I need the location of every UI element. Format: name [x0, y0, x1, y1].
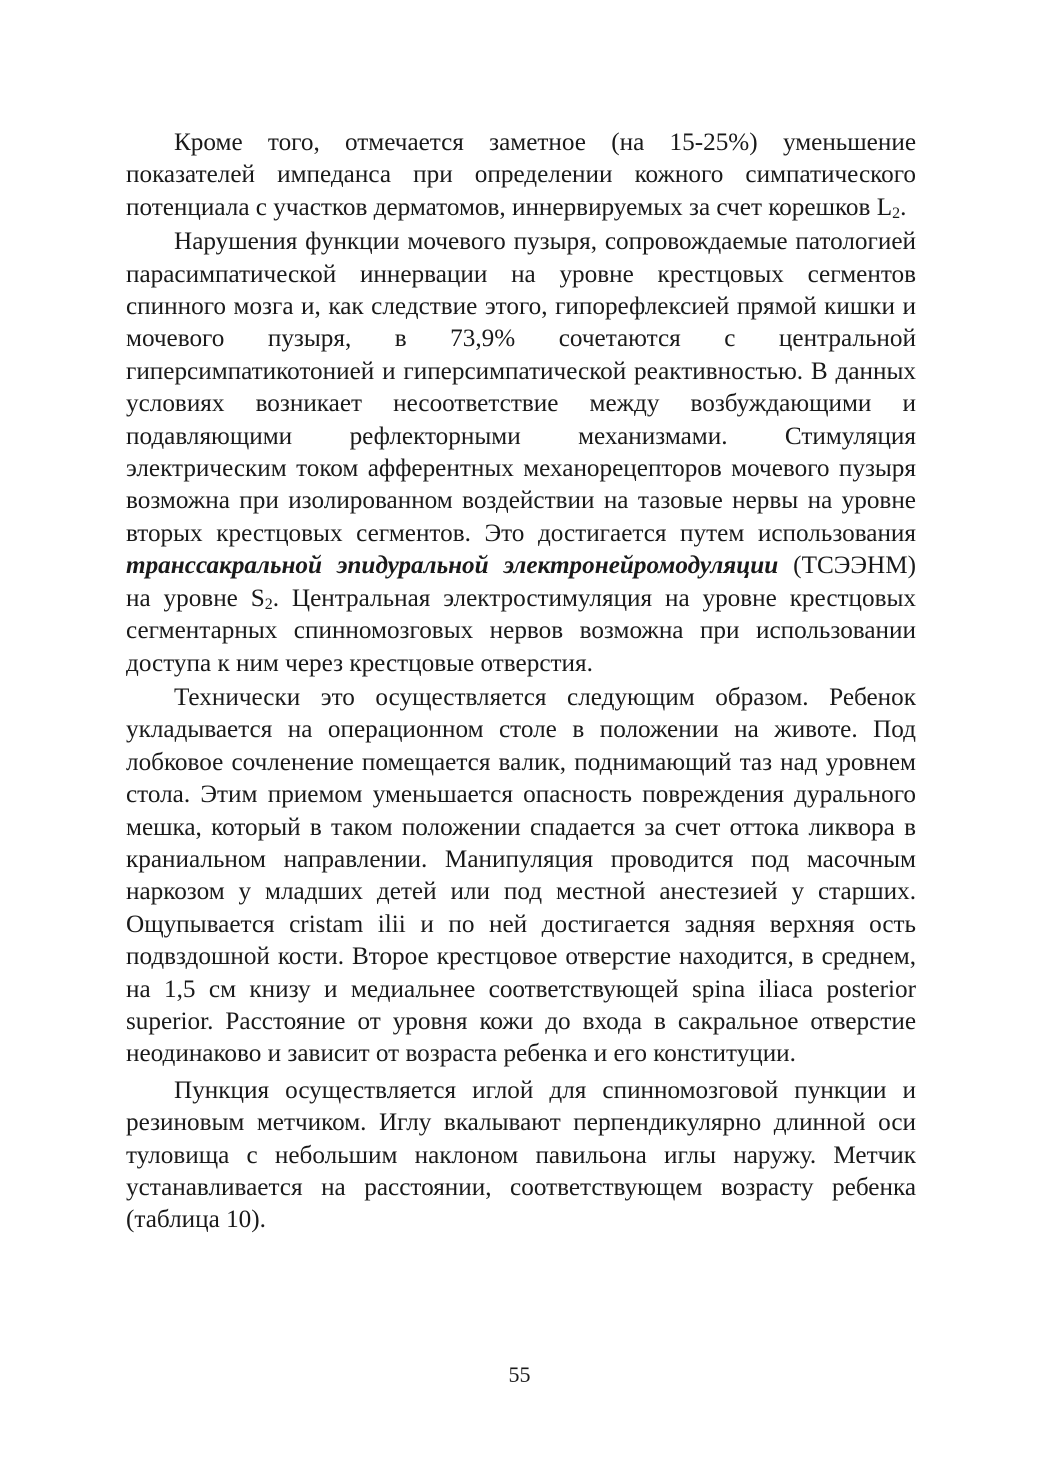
page-body [126, 127, 916, 1237]
paragraph-puncture: Пункция осуществляется иглой для спинномозговой пункции и резиновым метчиком. Иглу вкалывают перпендикулярно длинной оси туловища с небольшим наклоном павильона иглы наружу. Метчик устанавливается на расстоянии, соответствующем возрасту ребенка (таблица 10). [126, 1076, 916, 1234]
paragraph-technique: Технически это осуществляется следующим образом. Ребенок укладывается на операционном столе в положении на животе. Под лобковое сочленение помещается валик, поднимающий таз над уровнем стола. Этим приемом уменьшается опасность повреждения дурального мешка, который в таком положении спадается за счет оттока ликвора в краниальном направлении. Манипуляция проводится под масочным наркозом у младших детей или под местной анестезией у старших. Ощупывается cristam ilii и по ней достигается задняя верхняя ость подвздошной кости. Второе крестцовое отверстие находится, в среднем, на 1,5 см книзу и медиальнее соответствующей spina iliaca posterior superior. Расстояние от уровня кожи до входа в сакральное отверстие неодинаково и зависит от возраста ребенка и его конституции. [126, 683, 916, 1068]
paragraph-bladder-text-middle: (ТСЭЭНМ) на уровне S [126, 552, 916, 612]
paragraph-bladder-text-before: Нарушения функции мочевого пузыря, сопровождаемые патологией парасимпатической иннервации на уровне крестцовых сегментов спинного мозга и, как следствие этого, гипорефлексией прямой кишки и мочевого пузыря, в 73,9% сочетаются с центральной гиперсимпатикотонией и гиперсимпатической реактивностью. В данных условиях возникает несоответствие между возбуждающими и подавляющими рефлекторными механизмами. Стимуляция электрическим током афферентных механорецепторов мочевого пузыря возможна при изолированном воздействии на тазовые нервы на уровне вторых крестцовых сегментов. Это достигается путем использования [126, 228, 916, 547]
subscript-l: 2 [892, 204, 901, 222]
page-number: 55 [508, 1362, 531, 1387]
subscript-s: 2 [264, 595, 273, 613]
paragraph-impedance-text: Кроме того, отмечается заметное (на 15-25%) уменьшение показателей импеданса при определении кожного симпатического потенциала с участков дерматомов, иннервируемых за счет корешков L [126, 129, 916, 221]
paragraph-impedance [126, 127, 916, 224]
paragraph-bladder-text-after: . Центральная электростимуляция на уровне крестцовых сегментарных спинномозговых нервов возможна при использовании доступа к ним через крестцовые отверстия. [126, 584, 916, 677]
paragraph-bladder-dysfunction [126, 226, 916, 680]
paragraph-impedance-end: . [900, 193, 907, 221]
emphasis-term: транссакральной эпидуральной электронейромодуляции [126, 552, 779, 580]
